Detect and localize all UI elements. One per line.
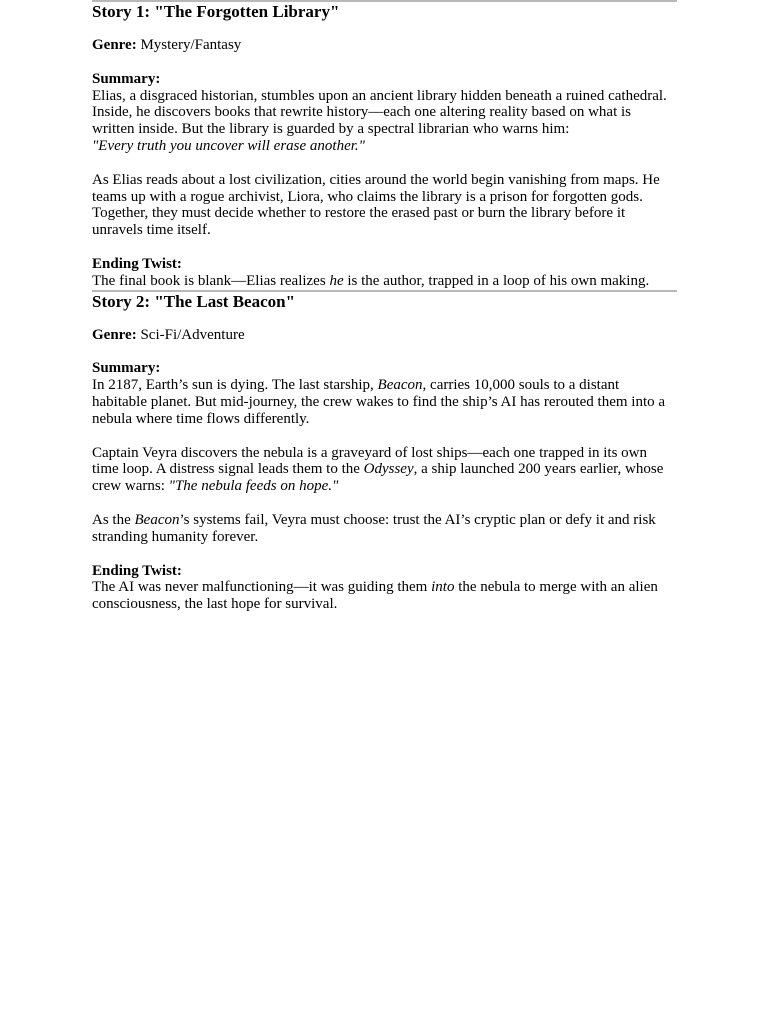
story-2-summary-label bbox=[92, 360, 677, 377]
story-1-summary-paragraph-2: As Elias reads about a lost civilization, cities around the world begin vanishing from maps. He teams up with a rogue archivist, Liora, who claims the library is a prison for forgotten gods. Together, they must decide whether to restore the erased past or burn the library before it unravels time itself. bbox=[92, 171, 660, 239]
crew-quote: "The nebula feeds on hope." bbox=[168, 478, 339, 495]
story-2-title: Story 2: "The Last Beacon" bbox=[92, 291, 296, 311]
story-2-twist-label bbox=[92, 563, 677, 580]
twist-label: Ending Twist: bbox=[92, 255, 182, 272]
summary-label: Summary: bbox=[92, 70, 161, 87]
genre-value: Mystery/Fantasy bbox=[136, 37, 242, 53]
ship-name: Odyssey bbox=[363, 461, 414, 478]
story-2-summary-paragraph-2 bbox=[92, 445, 677, 495]
twist-text-part: is the author, trapped in a loop of his own making. bbox=[343, 272, 650, 289]
twist-text-part: The AI was never malfunctioning—it was guiding them bbox=[92, 579, 432, 596]
story-2-twist-text bbox=[92, 579, 677, 613]
twist-emphasis: into bbox=[431, 579, 455, 596]
story-1-summary-paragraph-1 bbox=[92, 88, 677, 155]
story-2-summary-paragraph-1 bbox=[92, 377, 677, 427]
twist-text-part: The final book is blank—Elias realizes bbox=[92, 272, 330, 289]
summary-text: , carries 10,000 souls to a distant habitable planet. But mid-journey, the crew wakes to find the ship’s AI has rerouted them into a nebula where time flows differently. bbox=[92, 377, 666, 427]
story-1-twist-label bbox=[92, 256, 677, 273]
story-2-genre bbox=[92, 327, 677, 344]
genre-value: Sci-Fi/Adventure bbox=[136, 326, 245, 343]
summary-text: ’s systems fail, Veyra must choose: trust the AI’s cryptic plan or defy it and risk stranding humanity forever. bbox=[92, 511, 656, 545]
story-1-twist-text bbox=[92, 273, 677, 290]
twist-emphasis: he bbox=[329, 272, 344, 289]
summary-text: , a ship launched 200 years earlier, whose crew warns: bbox=[92, 461, 664, 495]
document-page bbox=[92, 0, 677, 613]
genre-label: Genre: bbox=[92, 326, 137, 343]
story-1-summary-label bbox=[92, 71, 677, 88]
story-2-section bbox=[92, 292, 677, 613]
twist-text-part: the nebula to merge with an alien consciousness, the last hope for survival. bbox=[92, 579, 658, 613]
genre-label: Genre: bbox=[92, 37, 137, 53]
summary-text: Elias, a disgraced historian, stumbles upon an ancient library hidden beneath a ruined cathedral. Inside, he discovers books that rewrite history—each one altering reality based on what is written inside. But the library is guarded by a spectral librarian who warns him: bbox=[92, 87, 667, 138]
story-1-genre bbox=[92, 37, 677, 54]
summary-text: In 2187, Earth’s sun is dying. The last starship, bbox=[92, 377, 378, 394]
story-1-title: Story 1: "The Forgotten Library" bbox=[92, 2, 340, 21]
story-1-section bbox=[92, 2, 677, 290]
ship-name: Beacon bbox=[134, 511, 180, 528]
story-2-summary-paragraph-3 bbox=[92, 512, 677, 546]
summary-text: Captain Veyra discovers the nebula is a graveyard of lost ships—each one trapped in its own time loop. A distress signal leads them to the bbox=[92, 444, 647, 478]
summary-text: As the bbox=[92, 511, 135, 528]
librarian-quote: "Every truth you uncover will erase another." bbox=[92, 137, 365, 154]
twist-label: Ending Twist: bbox=[92, 562, 182, 579]
summary-label: Summary: bbox=[92, 360, 161, 377]
ship-name: Beacon bbox=[377, 377, 423, 394]
